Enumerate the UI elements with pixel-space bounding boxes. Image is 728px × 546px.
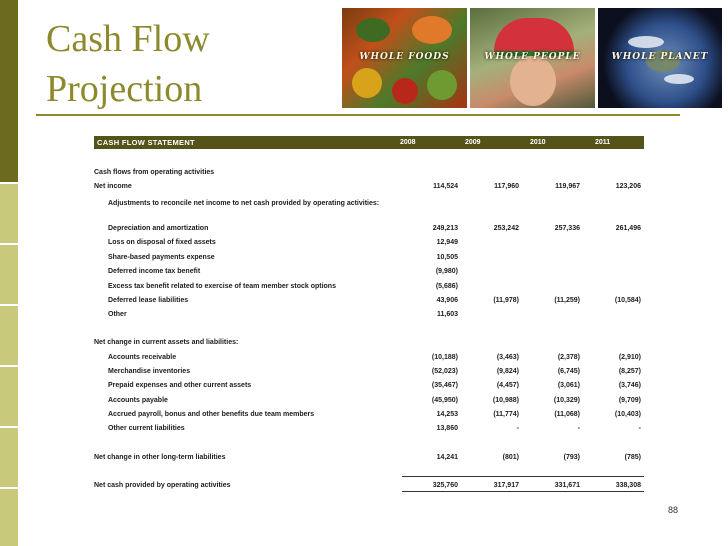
row-value: 43,906 (436, 297, 458, 304)
whole-planet-image (598, 8, 722, 108)
row-label: Net income (94, 183, 132, 190)
title-rule (36, 114, 680, 116)
stripe-divider (0, 426, 18, 428)
row-value: (8,257) (618, 368, 641, 375)
row-value: (6,745) (557, 368, 580, 375)
row-label: Accounts payable (108, 397, 168, 404)
table-row (94, 267, 644, 276)
year-2011: 2011 (595, 139, 611, 146)
row-value: (3,746) (618, 382, 641, 389)
table-row (94, 481, 644, 490)
row-value: (3,061) (557, 382, 580, 389)
slide-title-line2: Projection (46, 68, 203, 110)
row-value: (9,709) (618, 397, 641, 404)
row-label: Accrued payroll, bonus and other benefits due team members (108, 411, 315, 418)
statement-title: CASH FLOW STATEMENT (97, 138, 195, 147)
table-row (94, 168, 644, 177)
row-value: (2,910) (618, 354, 641, 361)
slide-title (46, 14, 210, 114)
row-value: (11,978) (493, 297, 519, 304)
row-value: (4,457) (496, 382, 519, 389)
row-value: (11,068) (554, 411, 580, 418)
table-row (94, 282, 644, 291)
row-label: Adjustments to reconcile net income to net cash provided by operating activities: (108, 200, 380, 207)
row-label: Net change in other long-term liabilities (94, 454, 226, 461)
child-face-shape (510, 56, 556, 106)
row-value: (45,950) (431, 397, 458, 404)
row-value: (2,378) (557, 354, 580, 361)
row-value: 325,760 (432, 482, 458, 489)
row-value: (3,463) (496, 354, 519, 361)
stripe-divider (0, 243, 18, 245)
table-row (94, 182, 644, 191)
row-value: 10,505 (436, 254, 458, 261)
stripe-divider (0, 487, 18, 489)
stripe-divider (0, 182, 18, 184)
table-row (94, 381, 644, 390)
row-value: 12,949 (436, 239, 458, 246)
row-value: 11,603 (436, 311, 458, 318)
row-value: (801) (502, 454, 519, 461)
row-value: (9,824) (496, 368, 519, 375)
whole-people-image (470, 8, 595, 108)
banner-label: WHOLE PEOPLE (484, 52, 581, 62)
table-row (94, 224, 644, 233)
row-label: Share-based payments expense (108, 254, 215, 261)
row-value: 14,241 (436, 454, 458, 461)
watermelon-shape (494, 18, 574, 56)
row-value: - (638, 425, 641, 432)
total-bottom-rule (402, 491, 644, 492)
left-stripe-light (0, 182, 18, 546)
statement-header (94, 136, 644, 149)
row-value: (35,467) (431, 382, 458, 389)
row-value: (9,980) (435, 268, 458, 275)
row-value: 331,671 (554, 482, 580, 489)
row-value: 253,242 (493, 225, 519, 232)
total-top-rule (402, 476, 644, 477)
row-value: - (516, 425, 519, 432)
row-value: 117,960 (494, 183, 519, 190)
row-value: (793) (563, 454, 580, 461)
stripe-divider (0, 365, 18, 367)
row-value: (10,403) (614, 411, 641, 418)
cash-flow-statement (94, 136, 644, 489)
row-value: - (577, 425, 580, 432)
row-label: Other current liabilities (108, 425, 185, 432)
row-value: 123,206 (615, 183, 641, 190)
row-label: Accounts receivable (108, 354, 177, 361)
row-label: Deferred income tax benefit (108, 268, 201, 275)
year-2010: 2010 (530, 139, 546, 146)
year-2009: 2009 (465, 139, 481, 146)
banner-label: WHOLE PLANET (611, 52, 709, 62)
row-label: Other (108, 311, 127, 318)
banner-label: WHOLE FOODS (359, 52, 450, 62)
row-label: Excess tax benefit related to exercise of team member stock options (108, 283, 336, 290)
table-row (94, 296, 644, 305)
row-value: (10,188) (431, 354, 458, 361)
slide-title-line1: Cash Flow (46, 18, 210, 60)
row-value: 14,253 (436, 411, 458, 418)
row-value: (10,988) (492, 397, 519, 404)
stripe-divider (0, 304, 18, 306)
row-value: 261,496 (615, 225, 641, 232)
table-row (94, 338, 644, 347)
row-value: (5,686) (435, 283, 458, 290)
row-label: Merchandise inventories (108, 368, 191, 375)
row-value: 13,860 (436, 425, 458, 432)
row-label: Depreciation and amortization (108, 225, 209, 232)
row-label: Cash flows from operating activities (94, 169, 215, 176)
row-value: (11,259) (554, 297, 580, 304)
row-value: (10,584) (614, 297, 641, 304)
table-row (94, 253, 644, 262)
table-row (94, 424, 644, 433)
whole-foods-image (342, 8, 467, 108)
table-row (94, 396, 644, 405)
left-stripe-dark (0, 0, 18, 182)
row-label: Loss on disposal of fixed assets (108, 239, 216, 246)
year-2008: 2008 (400, 139, 416, 146)
table-row (94, 310, 644, 319)
table-row (94, 410, 644, 419)
table-row (94, 199, 644, 208)
page-number: 88 (668, 505, 679, 515)
table-row (94, 453, 644, 462)
row-label: Prepaid expenses and other current assets (108, 382, 252, 389)
table-row (94, 367, 644, 376)
row-label: Net change in current assets and liabilities: (94, 339, 239, 346)
row-value: 249,213 (432, 225, 458, 232)
row-value: (10,329) (553, 397, 580, 404)
row-value: 114,524 (433, 183, 458, 190)
row-value: (11,774) (493, 411, 519, 418)
table-row (94, 238, 644, 247)
table-row (94, 353, 644, 362)
row-value: (785) (624, 454, 641, 461)
row-value: 338,308 (615, 482, 641, 489)
row-label: Net cash provided by operating activities (94, 482, 231, 489)
row-label: Deferred lease liabilities (108, 297, 189, 304)
row-value: 257,336 (554, 225, 580, 232)
row-value: 317,917 (493, 482, 519, 489)
row-value: 119,967 (555, 183, 580, 190)
row-value: (52,023) (431, 368, 458, 375)
